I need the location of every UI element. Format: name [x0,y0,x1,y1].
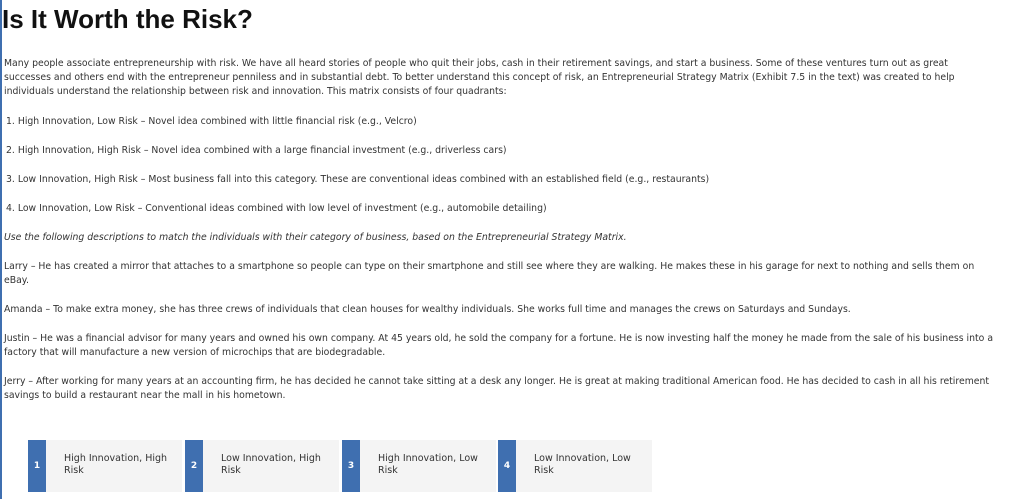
intro-paragraph: Many people associate entrepreneurship with risk. We have all heard stories of people who quit their jobs, cash in their retirement savings, and start a business. Some of these ventures turn out as great successes and others end with the entrepreneur penniless and in substantial debt. To better understand this concept of risk, an Entrepreneurial Strategy Matrix (Exhibit 7.5 in the text) was created to help individuals understand the relationship between risk and innovation. This matrix consists of four quadrants: [4,58,955,97]
card-label: Low Innovation, Low Risk [534,453,631,476]
answer-card-4[interactable] [498,440,652,492]
card-label: High Innovation, High Risk [64,453,168,476]
card-label: High Innovation, Low Risk [378,453,478,476]
card-number-badge: 3 [342,440,360,492]
page-title: Is It Worth the Risk? [2,4,253,34]
card-number-badge: 1 [28,440,46,492]
answer-card-1[interactable] [28,440,182,492]
card-number-badge: 2 [185,440,203,492]
description-jerry: Jerry – After working for many years at an accounting firm, he has decided he cannot take sitting at a desk any longer. He is great at making traditional American food. He has decided to cash in all his retirement savings to build a restaurant near the mall in his hometown. [4,376,990,401]
card-number-badge: 4 [498,440,516,492]
description-larry: Larry – He has created a mirror that attaches to a smartphone so people can type on their smartphone and still see where they are walking. He makes these in his garage for next to nothing and sells them on eBay. [4,261,975,286]
quadrant-item-4: 4. Low Innovation, Low Risk – Conventional ideas combined with low level of investment (e.g., automobile detailing) [6,203,547,214]
quadrant-item-1: 1. High Innovation, Low Risk – Novel idea combined with little financial risk (e.g., Velcro) [6,116,417,127]
quadrant-item-2: 2. High Innovation, High Risk – Novel idea combined with a large financial investment (e.g., driverless cars) [6,145,507,156]
description-justin: Justin – He was a financial advisor for many years and owned his own company. At 45 years old, he sold the company for a fortune. He is now investing half the money he made from the sale of his business into a factory that will manufacture a new version of microchips that are biodegradable. [4,333,994,358]
description-amanda: Amanda – To make extra money, she has three crews of individuals that clean houses for wealthy individuals. She works full time and manages the crews on Saturdays and Sundays. [4,304,851,315]
answer-card-2[interactable] [185,440,339,492]
instructions-text: Use the following descriptions to match the individuals with their category of business, based on the Entrepreneurial Strategy Matrix. [4,232,627,243]
card-label: Low Innovation, High Risk [221,453,321,476]
left-border-rule [0,0,2,499]
quadrant-item-3: 3. Low Innovation, High Risk – Most business fall into this category. These are conventional ideas combined with an established field (e.g., restaurants) [6,174,710,185]
answer-card-3[interactable] [342,440,496,492]
